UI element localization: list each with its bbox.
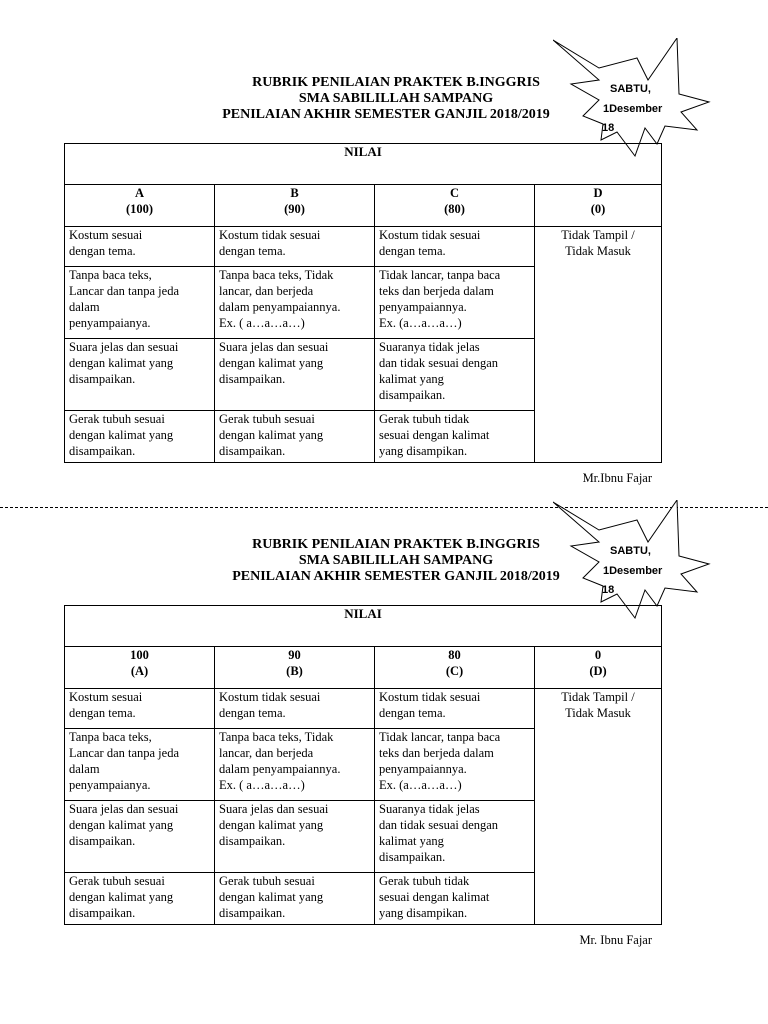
cell-line: Suara jelas dan sesuai <box>69 802 179 816</box>
criteria-cell <box>375 339 535 411</box>
cell-line: Kostum sesuai <box>69 228 143 242</box>
nilai-header: NILAI <box>65 606 662 647</box>
cell-line: disampaikan. <box>69 906 136 920</box>
burst-date: 1Desember <box>603 565 663 577</box>
grade-score: (90) <box>284 202 305 216</box>
grade-score: (C) <box>445 664 464 678</box>
cell-line: Suaranya tidak jelas <box>379 802 480 816</box>
cell-line: Ex. (a…a…a…) <box>379 778 462 792</box>
cell-line: penyampaianya. <box>69 316 151 330</box>
cell-line: Kostum tidak sesuai <box>219 228 321 242</box>
cell-line: dengan kalimat yang <box>219 818 324 832</box>
cell-line: dan tidak sesuai dengan <box>379 356 499 370</box>
criteria-cell <box>65 411 215 463</box>
criteria-cell <box>375 411 535 463</box>
cell-line: Tidak Masuk <box>565 244 631 258</box>
cell-line: Gerak tubuh tidak <box>379 412 470 426</box>
cell-line: Gerak tubuh sesuai <box>219 874 315 888</box>
criteria-cell <box>65 689 215 729</box>
cell-line: Tidak lancar, tanpa baca <box>379 268 501 282</box>
cell-line: Ex. (a…a…a…) <box>379 316 462 330</box>
criteria-cell <box>215 339 375 411</box>
cell-line: Tanpa baca teks, Tidak <box>219 730 334 744</box>
grade-header-row <box>65 647 662 689</box>
teacher-signature: Mr.Ibnu Fajar <box>582 471 652 485</box>
cell-line: penyampaiannya. <box>379 300 467 314</box>
criteria-cell <box>65 339 215 411</box>
grade-score: (0) <box>590 202 606 216</box>
cell-line: disampaikan. <box>219 372 286 386</box>
cell-line: dengan tema. <box>69 706 136 720</box>
cell-line: Suaranya tidak jelas <box>379 340 480 354</box>
rubric-title: RUBRIK PENILAIAN PRAKTEK B.INGGRIS <box>252 75 540 90</box>
cell-line: dengan tema. <box>379 244 446 258</box>
grade-header-a <box>65 185 215 227</box>
grade-header-c <box>375 185 535 227</box>
grade-header-a <box>65 647 215 689</box>
cell-line: Suara jelas dan sesuai <box>219 340 329 354</box>
grade-score: (100) <box>125 202 154 216</box>
cell-line: disampaikan. <box>379 388 446 402</box>
cell-line: Lancar dan tanpa jeda <box>69 284 180 298</box>
criteria-cell <box>375 801 535 873</box>
cell-line: Kostum tidak sesuai <box>379 228 481 242</box>
starburst-shape <box>553 38 713 158</box>
cell-line: teks dan berjeda dalam <box>379 746 494 760</box>
teacher-signature: Mr. Ibnu Fajar <box>579 933 652 947</box>
criteria-cell <box>65 729 215 801</box>
cell-line: penyampaianya. <box>69 778 151 792</box>
grade-header-row <box>65 185 662 227</box>
criteria-cell <box>215 267 375 339</box>
grade-label: B <box>290 186 299 200</box>
criteria-cell <box>215 873 375 925</box>
grade-label: 100 <box>130 648 149 662</box>
cell-line: yang disampikan. <box>379 444 468 458</box>
cell-line: dengan kalimat yang <box>69 428 174 442</box>
grade-label: 0 <box>594 648 602 662</box>
cell-line: Lancar dan tanpa jeda <box>69 746 180 760</box>
cell-line: Tanpa baca teks, Tidak <box>219 268 334 282</box>
burst-year: 18 <box>602 584 615 596</box>
criteria-cell <box>65 801 215 873</box>
grade-label: D <box>593 186 603 200</box>
cell-line: dengan kalimat yang <box>69 356 174 370</box>
cell-line: dan tidak sesuai dengan <box>379 818 499 832</box>
cell-line: dengan kalimat yang <box>219 890 324 904</box>
cell-line: disampaikan. <box>219 834 286 848</box>
cell-line: dalam penyampaiannya. <box>219 762 341 776</box>
burst-date: 1Desember <box>603 103 663 115</box>
criteria-cell <box>375 873 535 925</box>
criteria-cell <box>215 411 375 463</box>
cell-line: disampaikan. <box>379 850 446 864</box>
cell-line: teks dan berjeda dalam <box>379 284 494 298</box>
cell-line: dalam <box>69 300 100 314</box>
criteria-cell <box>375 729 535 801</box>
cell-line: Kostum tidak sesuai <box>219 690 321 704</box>
cell-line: Tidak Masuk <box>565 706 631 720</box>
cell-line: lancar, dan berjeda <box>219 284 314 298</box>
assessment-name: PENILAIAN AKHIR SEMESTER GANJIL 2018/2019 <box>222 107 550 122</box>
grade-label: 90 <box>288 648 301 662</box>
cell-line: dengan kalimat yang <box>69 890 174 904</box>
cell-line: disampaikan. <box>69 372 136 386</box>
cell-line: disampaikan. <box>69 834 136 848</box>
grade-label: 80 <box>448 648 461 662</box>
cell-line: Tidak Tampil / <box>561 690 635 704</box>
criteria-cell <box>215 227 375 267</box>
nilai-header: NILAI <box>65 144 662 185</box>
grade-label: C <box>449 186 460 200</box>
assessment-name: PENILAIAN AKHIR SEMESTER GANJIL 2018/2019 <box>232 569 560 584</box>
rubric-table <box>64 143 662 463</box>
cell-line: dengan kalimat yang <box>219 356 324 370</box>
grade-label: A <box>134 186 145 200</box>
criteria-cell <box>375 267 535 339</box>
cell-line: Suara jelas dan sesuai <box>69 340 179 354</box>
cell-line: dengan kalimat yang <box>219 428 324 442</box>
starburst-shape <box>553 500 713 620</box>
school-name: SMA SABILILLAH SAMPANG <box>298 553 494 568</box>
date-starburst <box>553 38 713 158</box>
cell-line: Kostum tidak sesuai <box>379 690 481 704</box>
criteria-cell <box>215 729 375 801</box>
date-starburst <box>553 500 713 620</box>
absent-cell <box>535 689 662 925</box>
rubric-title: RUBRIK PENILAIAN PRAKTEK B.INGGRIS <box>252 537 540 552</box>
criteria-cell <box>215 801 375 873</box>
cell-line: dengan tema. <box>219 244 286 258</box>
criteria-cell <box>215 689 375 729</box>
grade-header-b <box>215 185 375 227</box>
criteria-cell <box>65 267 215 339</box>
cell-line: Ex. ( a…a…a…) <box>219 316 305 330</box>
criteria-cell <box>375 689 535 729</box>
grade-header-c <box>375 647 535 689</box>
burst-day: SABTU, <box>610 545 651 557</box>
criteria-cell <box>65 227 215 267</box>
cell-line: Gerak tubuh sesuai <box>69 412 165 426</box>
burst-day: SABTU, <box>610 83 651 95</box>
grade-header-d <box>535 185 662 227</box>
cell-line: Tanpa baca teks, <box>69 268 152 282</box>
grade-score: (D) <box>589 664 607 678</box>
cell-line: Suara jelas dan sesuai <box>219 802 329 816</box>
cell-line: Tidak lancar, tanpa baca <box>379 730 501 744</box>
grade-score: (B) <box>286 664 303 678</box>
grade-score: (A) <box>130 664 149 678</box>
cell-line: dalam penyampaiannya. <box>219 300 341 314</box>
cell-line: sesuai dengan kalimat <box>379 890 490 904</box>
cell-line: Tanpa baca teks, <box>69 730 152 744</box>
school-name: SMA SABILILLAH SAMPANG <box>298 91 494 106</box>
cell-line: Gerak tubuh tidak <box>379 874 470 888</box>
cell-line: kalimat yang <box>379 834 444 848</box>
grade-header-d <box>535 647 662 689</box>
grade-header-b <box>215 647 375 689</box>
cell-line: disampaikan. <box>219 444 286 458</box>
cell-line: sesuai dengan kalimat <box>379 428 490 442</box>
cell-line: Tidak Tampil / <box>561 228 635 242</box>
cell-line: dengan kalimat yang <box>69 818 174 832</box>
cell-line: dalam <box>69 762 100 776</box>
cell-line: lancar, dan berjeda <box>219 746 314 760</box>
criteria-cell <box>65 873 215 925</box>
cell-line: kalimat yang <box>379 372 444 386</box>
cell-line: dengan tema. <box>379 706 446 720</box>
criteria-row-costume <box>65 689 662 729</box>
cell-line: disampaikan. <box>69 444 136 458</box>
cell-line: Gerak tubuh sesuai <box>219 412 315 426</box>
cell-line: yang disampikan. <box>379 906 468 920</box>
rubric-table <box>64 605 662 925</box>
cell-line: Ex. ( a…a…a…) <box>219 778 305 792</box>
cell-line: disampaikan. <box>219 906 286 920</box>
burst-year: 18 <box>602 122 615 134</box>
grade-score: (80) <box>444 202 465 216</box>
cell-line: Kostum sesuai <box>69 690 143 704</box>
cell-line: penyampaiannya. <box>379 762 467 776</box>
criteria-row-costume <box>65 227 662 267</box>
absent-cell <box>535 227 662 463</box>
criteria-cell <box>375 227 535 267</box>
cell-line: dengan tema. <box>219 706 286 720</box>
cell-line: Gerak tubuh sesuai <box>69 874 165 888</box>
cell-line: dengan tema. <box>69 244 136 258</box>
